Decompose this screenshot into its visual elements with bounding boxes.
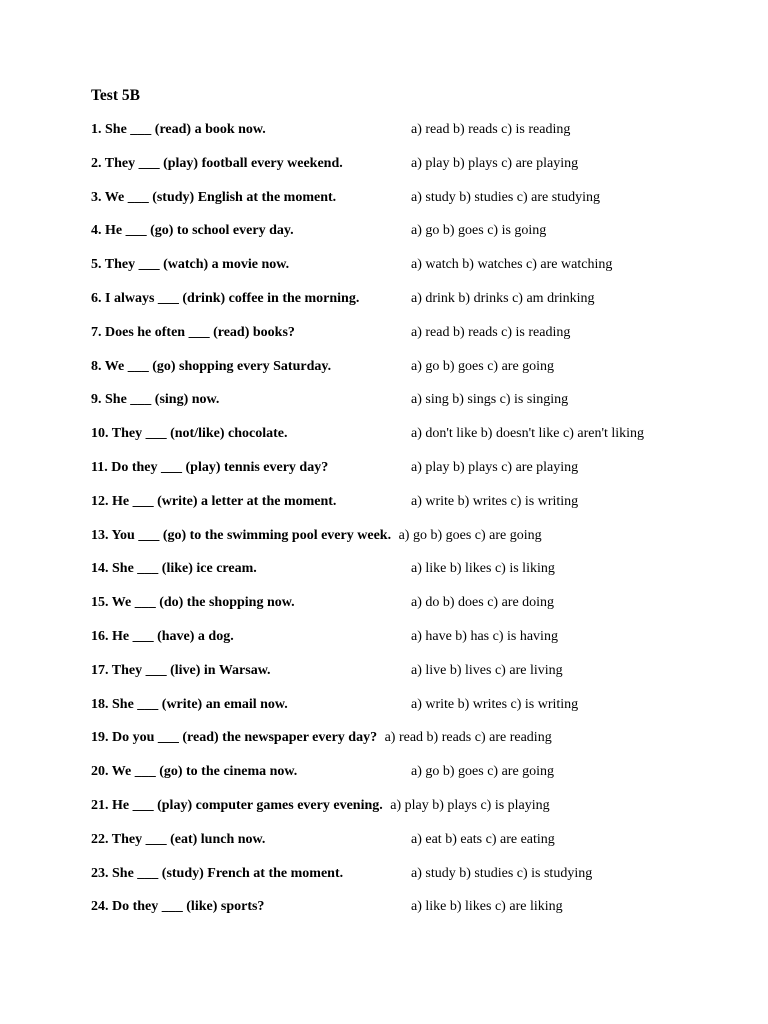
question-text: 17. They ___ (live) in Warsaw. (91, 662, 271, 678)
question-options: a) play b) plays c) are playing (411, 459, 579, 475)
question-row (91, 527, 731, 561)
question-text: 11. Do they ___ (play) tennis every day? (91, 459, 329, 475)
question-text: 23. She ___ (study) French at the moment. (91, 865, 344, 881)
question-row (91, 324, 731, 358)
question-row (91, 256, 731, 290)
question-options: a) have b) has c) is having (411, 628, 558, 644)
question-text: 14. She ___ (like) ice cream. (91, 561, 257, 577)
question-options: a) live b) lives c) are living (411, 662, 563, 678)
question-list (91, 121, 731, 932)
question-row (91, 797, 731, 831)
question-text: 7. Does he often ___ (read) books? (91, 324, 295, 340)
question-options: a) play b) plays c) are playing (411, 155, 579, 171)
question-options: a) read b) reads c) is reading (411, 324, 571, 340)
question-row (91, 865, 731, 899)
question-text: 16. He ___ (have) a dog. (91, 628, 234, 644)
question-row (91, 696, 731, 730)
question-text: 9. She ___ (sing) now. (91, 392, 220, 408)
question-row (91, 189, 731, 223)
question-options: a) don't like b) doesn't like c) aren't liking (411, 426, 645, 442)
question-row (91, 831, 731, 865)
question-text: 18. She ___ (write) an email now. (91, 696, 288, 712)
question-options: a) like b) likes c) is liking (411, 561, 555, 577)
question-options: a) drink b) drinks c) am drinking (411, 290, 595, 306)
question-text: 10. They ___ (not/like) chocolate. (91, 426, 288, 442)
question-row (91, 594, 731, 628)
question-row (91, 459, 731, 493)
question-row (91, 155, 731, 189)
question-options: a) go b) goes c) are going (411, 764, 555, 780)
question-row (91, 493, 731, 527)
question-options: a) watch b) watches c) are watching (411, 257, 613, 273)
question-text: 19. Do you ___ (read) the newspaper every day? (91, 730, 378, 746)
question-options: a) read b) reads c) is reading (411, 122, 571, 137)
question-row (91, 391, 731, 425)
question-text: 5. They ___ (watch) a movie now. (91, 257, 290, 273)
question-row (91, 358, 731, 392)
question-row (91, 628, 731, 662)
question-row (91, 560, 731, 594)
question-options: a) write b) writes c) is writing (411, 696, 579, 712)
question-row (91, 121, 731, 155)
question-text: 12. He ___ (write) a letter at the moment. (91, 493, 337, 509)
question-row (91, 425, 731, 459)
question-options: a) write b) writes c) is writing (411, 493, 579, 509)
question-options: a) sing b) sings c) is singing (411, 392, 569, 408)
question-row (91, 898, 731, 932)
question-options: a) go b) goes c) are going (411, 358, 555, 374)
question-text: 6. I always ___ (drink) coffee in the morning. (91, 290, 360, 306)
question-row (91, 222, 731, 256)
question-text: 13. You ___ (go) to the swimming pool every week. (91, 527, 392, 543)
question-row (91, 763, 731, 797)
question-options: a) read b) reads c) are reading (384, 730, 552, 746)
question-text: 2. They ___ (play) football every weekend. (91, 155, 343, 171)
question-options: a) go b) goes c) are going (398, 527, 542, 543)
question-text: 22. They ___ (eat) lunch now. (91, 831, 266, 847)
question-text: 3. We ___ (study) English at the moment. (91, 189, 337, 205)
question-options: a) study b) studies c) is studying (411, 865, 593, 881)
question-row (91, 290, 731, 324)
question-text: 4. He ___ (go) to school every day. (91, 223, 294, 239)
question-options: a) like b) likes c) are liking (411, 899, 563, 915)
question-text: 15. We ___ (do) the shopping now. (91, 595, 295, 611)
question-text: 1. She ___ (read) a book now. (91, 122, 266, 137)
question-row (91, 729, 731, 763)
question-options: a) go b) goes c) is going (411, 223, 547, 239)
question-row (91, 662, 731, 696)
question-options: a) do b) does c) are doing (411, 595, 555, 611)
page-title: Test 5B (91, 87, 140, 104)
question-text: 24. Do they ___ (like) sports? (91, 899, 265, 915)
question-text: 8. We ___ (go) shopping every Saturday. (91, 358, 332, 374)
question-options: a) eat b) eats c) are eating (411, 831, 555, 847)
question-options: a) study b) studies c) are studying (411, 189, 600, 205)
question-text: 20. We ___ (go) to the cinema now. (91, 764, 298, 780)
question-text: 21. He ___ (play) computer games every evening. (91, 797, 383, 813)
question-options: a) play b) plays c) is playing (390, 797, 550, 813)
